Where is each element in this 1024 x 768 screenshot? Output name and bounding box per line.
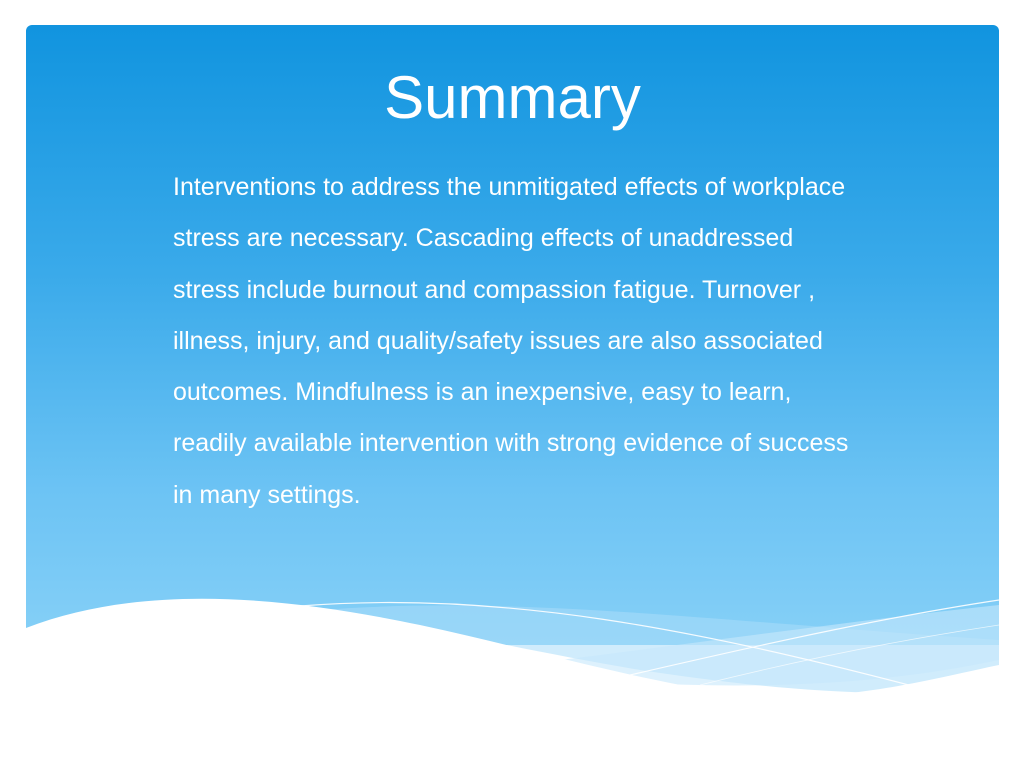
slide-body-text: Interventions to address the unmitigated effects of workplace stress are necessary. Cascading effects of unaddressed stress include burnout and compassion fatigue. Turnover , illness, injury, and quality/safety issues are also associated outcomes. Mindfulness is an inexpensive, easy to learn, readily available intervention with strong evidence of success in many settings. [173, 173, 849, 509]
slide-title: Summary [384, 64, 641, 131]
